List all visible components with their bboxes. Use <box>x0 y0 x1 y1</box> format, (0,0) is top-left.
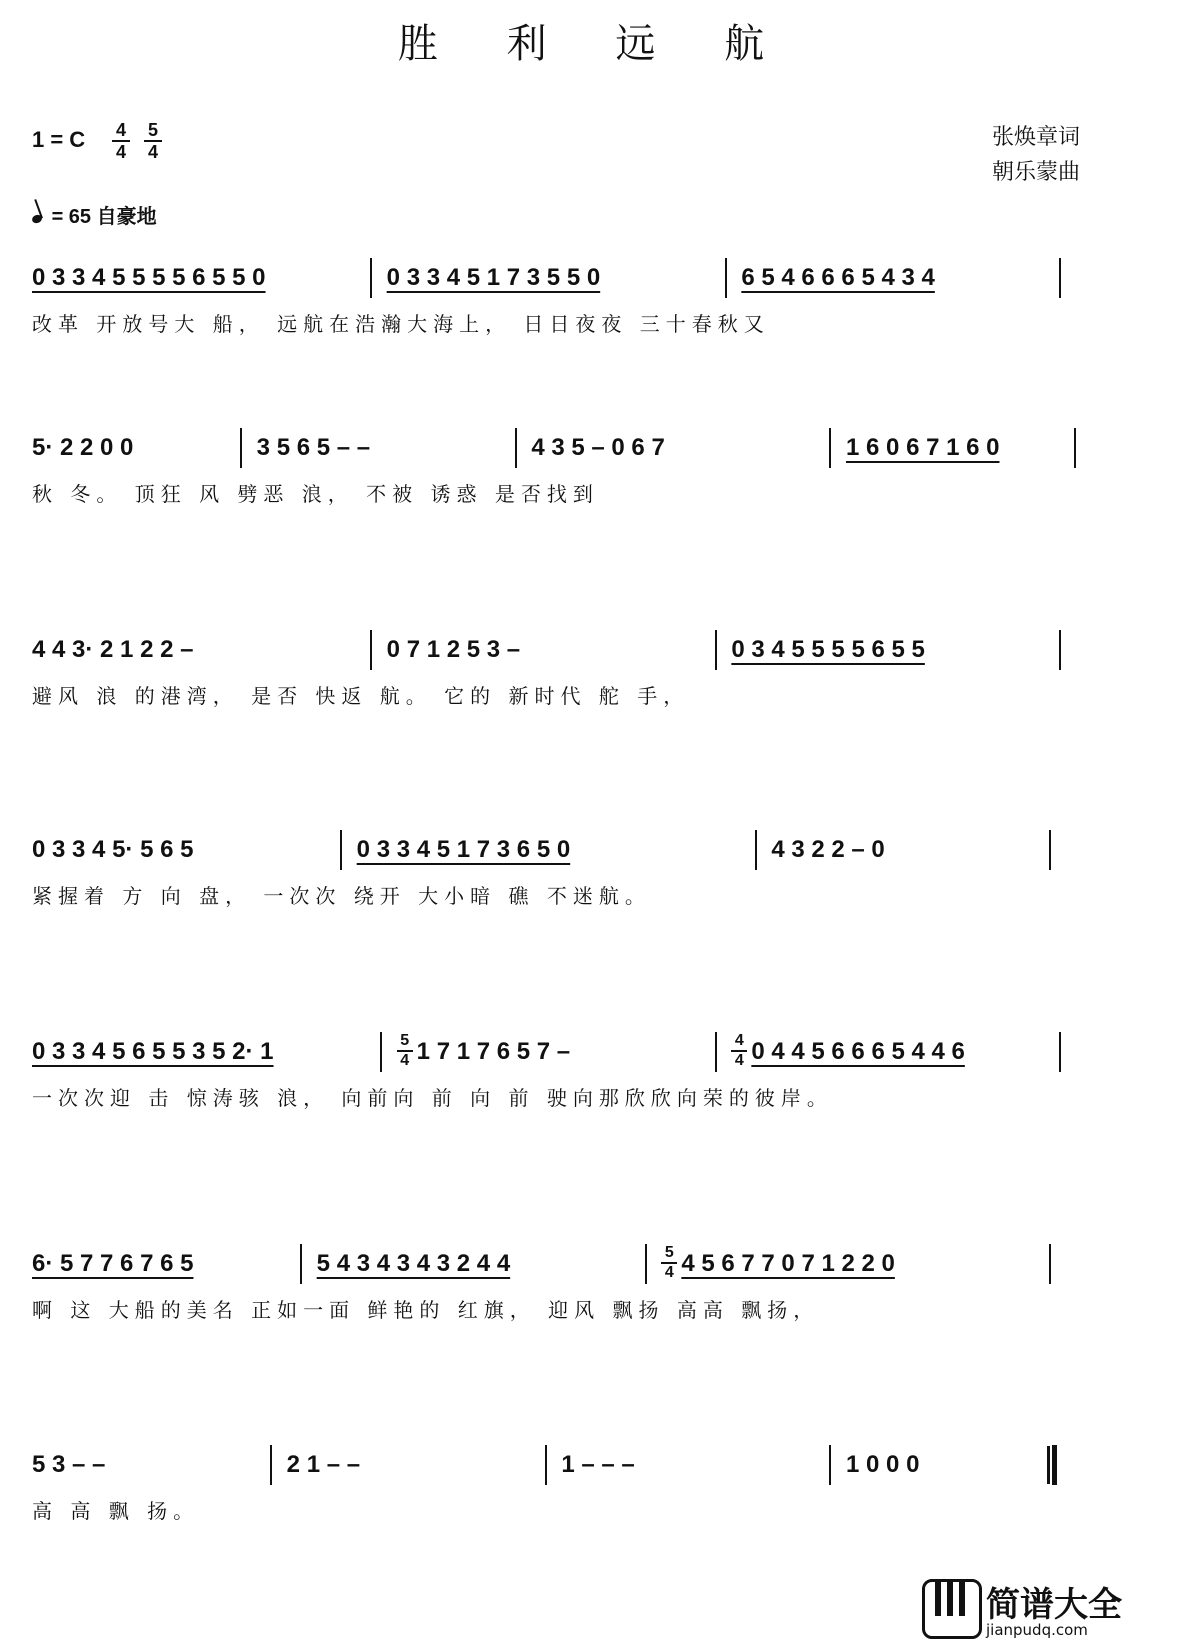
lyrics: 啊 这 大船的美名 正如一面 鲜艳的 红旗， 迎风 飘扬 高高 飘扬， <box>32 1298 820 1322</box>
notes <box>32 1032 1090 1072</box>
measure: 1 0 0 0 <box>846 1451 920 1478</box>
lyricist-credit: 张焕章词 <box>991 125 1080 150</box>
measure: 3 5 6 5 – – <box>256 434 371 461</box>
barline <box>1074 428 1076 468</box>
barline <box>1059 258 1061 298</box>
meter-5-4 <box>144 120 162 162</box>
meter-bottom: 4 <box>112 140 130 162</box>
page-title: 胜 利 远 航 <box>397 21 793 67</box>
lyrics: 避风 浪 的港湾， 是否 快返 航。 它的 新时代 舵 手， <box>32 684 690 708</box>
measure: 0 7 1 2 5 3 – <box>386 636 521 663</box>
barline <box>1059 1032 1061 1072</box>
meter-bottom: 4 <box>144 140 162 162</box>
measure: 4 4 3· 2 1 2 2 – <box>32 636 194 663</box>
measure: 1 7 1 7 6 5 7 – <box>416 1038 571 1065</box>
measure: 0 4 4 5 6 6 6 5 4 4 6 <box>751 1038 965 1065</box>
barline <box>715 630 717 670</box>
piano-key <box>947 1582 953 1616</box>
tempo-marking <box>32 200 157 229</box>
composer-credit: 朝乐蒙曲 <box>991 160 1080 185</box>
measure: 0 3 4 5 5 5 5 6 5 5 <box>731 636 925 663</box>
meter-4-4 <box>112 120 130 162</box>
lyrics: 高 高 飘 扬。 <box>32 1499 200 1523</box>
lyrics: 秋 冬。 顶狂 风 劈恶 浪， 不被 诱惑 是否找到 <box>32 482 599 506</box>
final-barline <box>1052 1445 1057 1485</box>
notes <box>32 1445 1090 1485</box>
piano-key <box>959 1582 965 1616</box>
tsig-top: 5 <box>400 1032 410 1049</box>
measure: 4 3 2 2 – 0 <box>771 836 885 863</box>
barline <box>270 1445 272 1485</box>
barline <box>1059 630 1061 670</box>
measure: 0 3 3 4 5 1 7 3 5 5 0 <box>386 264 601 291</box>
barline <box>370 258 372 298</box>
barline <box>300 1244 302 1284</box>
barline <box>1049 1244 1051 1284</box>
measure: 4 3 5 – 0 6 7 <box>531 434 665 461</box>
meter-top: 4 <box>115 120 126 140</box>
expression-mark: 自豪地 <box>96 204 157 228</box>
measure: 0 3 3 4 5 5 5 5 6 5 5 0 <box>32 264 266 291</box>
piano-icon <box>922 1579 982 1639</box>
key-signature: 1 = C <box>32 127 86 152</box>
notes <box>32 428 1090 468</box>
measure: 5 4 3 4 3 4 3 2 4 4 <box>316 1250 511 1277</box>
barline <box>515 428 517 468</box>
barline <box>715 1032 717 1072</box>
barline <box>370 630 372 670</box>
barline <box>829 1445 831 1485</box>
barline <box>380 1032 382 1072</box>
quarter-note-icon <box>31 214 43 225</box>
tsig-top: 5 <box>664 1244 674 1261</box>
measure: 5· 2 2 0 0 <box>32 434 134 461</box>
barline <box>645 1244 647 1284</box>
notes <box>32 1244 1090 1284</box>
barline <box>829 428 831 468</box>
lyrics: 改革 开放号大 船， 远航在浩瀚大海上， 日日夜夜 三十春秋又 <box>32 312 770 336</box>
barline <box>340 830 342 870</box>
barline <box>755 830 757 870</box>
barline <box>545 1445 547 1485</box>
time-signature-4-4 <box>731 1032 747 1070</box>
measure: 1 6 0 6 7 1 6 0 <box>846 434 1000 461</box>
time-signature-5-4 <box>661 1244 677 1282</box>
site-logo <box>922 1577 1172 1647</box>
notes <box>32 630 1090 670</box>
tsig-bottom: 4 <box>397 1050 413 1070</box>
piano-key <box>935 1582 941 1616</box>
tsig-bottom: 4 <box>731 1050 747 1070</box>
lyrics: 紧握着 方 向 盘， 一次次 绕开 大小暗 礁 不迷航。 <box>32 884 651 908</box>
tsig-top: 4 <box>734 1032 744 1049</box>
measure: 0 3 3 4 5 1 7 3 6 5 0 <box>356 836 571 863</box>
barline <box>1049 830 1051 870</box>
measure: 0 3 3 4 5 6 5 5 3 5 2· 1 <box>32 1038 274 1065</box>
measure: 1 – – – <box>561 1451 635 1478</box>
notes <box>32 830 1090 870</box>
measure: 5 3 – – <box>32 1451 106 1478</box>
tempo-value: = 65 <box>51 206 92 228</box>
measure: 2 1 – – <box>286 1451 361 1478</box>
lyrics: 一次次迎 击 惊涛骇 浪， 向前向 前 向 前 驶向那欣欣向荣的彼岸。 <box>32 1086 833 1110</box>
measure: 4 5 6 7 7 0 7 1 2 2 0 <box>681 1250 895 1277</box>
measure: 6· 5 7 7 6 7 6 5 <box>32 1250 194 1277</box>
barline <box>240 428 242 468</box>
barline <box>725 258 727 298</box>
measure: 6 5 4 6 6 6 5 4 3 4 <box>741 264 935 291</box>
logo-name: 简谱大全 <box>986 1585 1122 1625</box>
time-signature-5-4 <box>397 1032 413 1070</box>
tsig-bottom: 4 <box>661 1262 677 1282</box>
measure: 0 3 3 4 5· 5 6 5 <box>32 836 194 863</box>
logo-url: jianpudq.com <box>986 1621 1088 1639</box>
meter-top: 5 <box>147 120 158 140</box>
notes <box>32 258 1090 298</box>
